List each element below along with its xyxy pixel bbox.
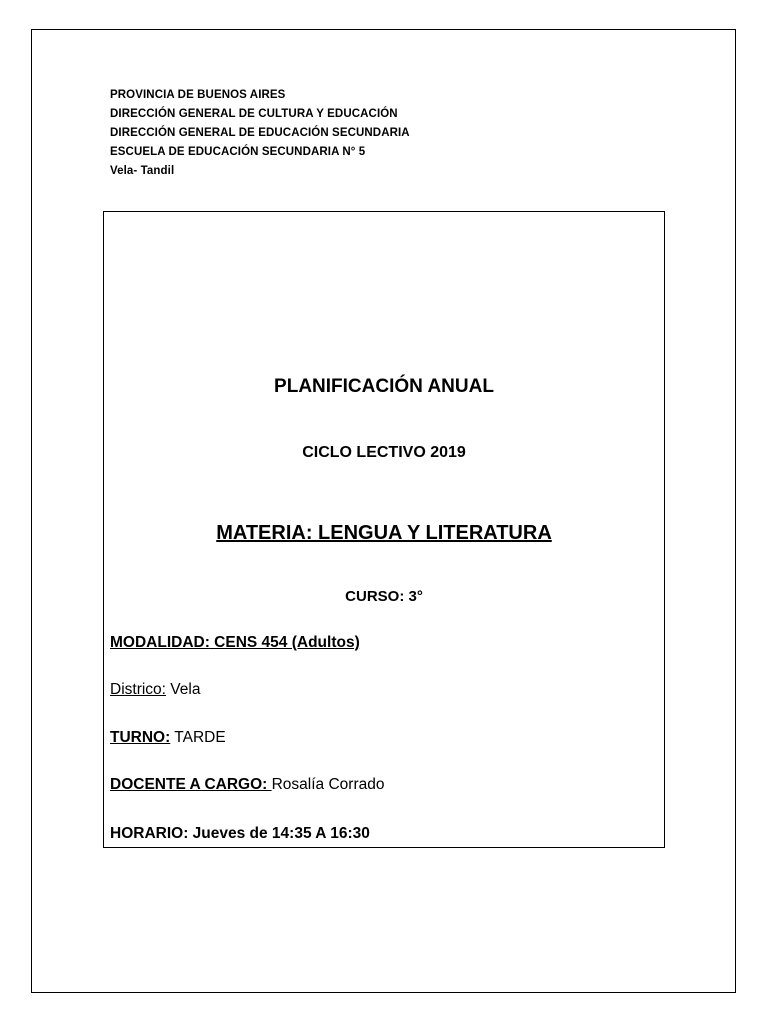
horario-value: Jueves de 14:35 A 16:30 <box>188 825 370 842</box>
modalidad-value: CENS 454 (Adultos) <box>209 634 360 651</box>
horario-label: HORARIO: <box>110 825 189 842</box>
field-modalidad <box>110 634 360 652</box>
header-province: PROVINCIA DE BUENOS AIRES <box>110 89 286 101</box>
course: CURSO: 3° <box>345 588 423 605</box>
turno-label: TURNO: <box>110 729 171 746</box>
institution-header <box>110 86 410 181</box>
distrito-label: Districo: <box>110 681 166 698</box>
cover-box <box>103 211 665 848</box>
school-year: CICLO LECTIVO 2019 <box>302 444 466 461</box>
turno-value: TARDE <box>170 729 226 746</box>
field-horario <box>110 825 370 843</box>
header-location: Vela- Tandil <box>110 165 175 177</box>
field-distrito <box>110 681 200 699</box>
header-school: ESCUELA DE EDUCACIÓN SECUNDARIA N° 5 <box>110 146 366 158</box>
modalidad-label: MODALIDAD: <box>110 634 210 651</box>
field-turno <box>110 729 226 747</box>
header-direction-culture: DIRECCIÓN GENERAL DE CULTURA Y EDUCACIÓN <box>110 108 398 120</box>
header-direction-secondary: DIRECCIÓN GENERAL DE EDUCACIÓN SECUNDARIA <box>110 127 410 139</box>
docente-label: DOCENTE A CARGO: <box>110 776 272 793</box>
docente-value: Rosalía Corrado <box>271 776 385 793</box>
document-title: PLANIFICACIÓN ANUAL <box>274 376 494 397</box>
distrito-value: Vela <box>165 681 201 698</box>
subject-title: MATERIA: LENGUA Y LITERATURA <box>216 522 552 544</box>
field-docente <box>110 776 384 794</box>
